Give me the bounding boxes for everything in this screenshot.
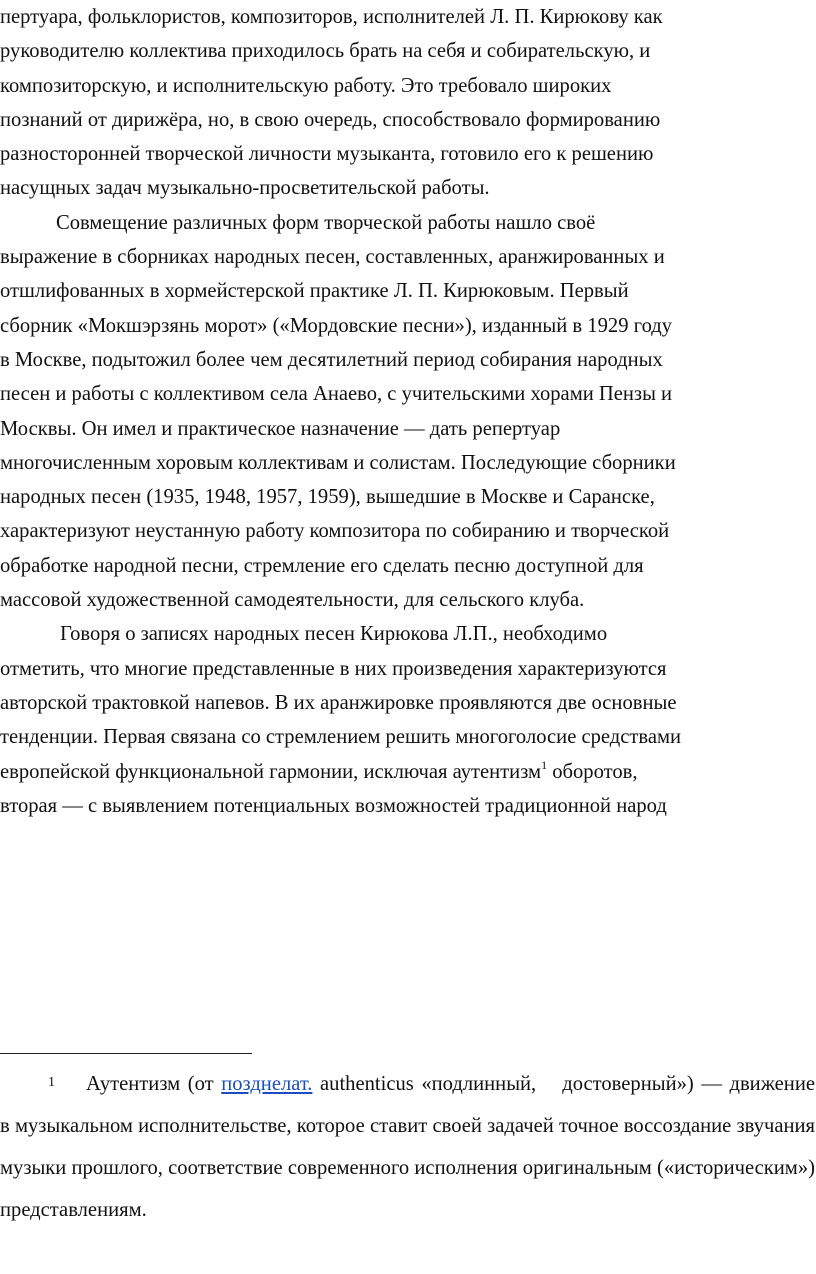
- text-line: отметить, что многие представленные в них произведения характеризуются: [0, 657, 667, 680]
- text-line: многочисленным хоровым коллективам и солистам. Последующие сборники: [0, 451, 676, 474]
- text-line: Говоря о записях народных песен Кирюкова Л.П., необходимо: [60, 623, 608, 646]
- footnote-separator: [0, 1053, 252, 1054]
- text-line: европейской функциональной гармонии, исключая аутентизм: [0, 760, 542, 783]
- footnote-reference[interactable]: 1: [541, 757, 548, 772]
- text-line: песен и работы с коллективом села Анаево, с учительскими хорами Пензы и: [0, 383, 673, 406]
- text-line: Совмещение различных форм творческой работы нашло своё: [56, 211, 596, 234]
- text-line: вторая — с выявлением потенциальных возможностей традиционной народ: [0, 794, 667, 817]
- text-line: насущных задач музыкально-просветительской работы.: [0, 177, 490, 200]
- paragraph-1: [0, 0, 812, 206]
- text-line: познаний от дирижёра, но, в свою очередь, способствовало формированию: [0, 108, 661, 131]
- text-line: Москвы. Он имел и практическое назначение — дать репертуар: [0, 417, 561, 440]
- text-line: разносторонней творческой личности музыканта, готовило его к решению: [0, 143, 654, 166]
- text-line: в Москве, подытожил более чем десятилетний период собирания народных: [0, 348, 663, 371]
- footnote-lead: Аутентизм (от: [86, 1073, 222, 1095]
- text-line: народных песен (1935, 1948, 1957, 1959), вышедшие в Москве и Саранске,: [0, 486, 655, 509]
- text-line: композиторскую, и исполнительскую работу. Это требовало широких: [0, 74, 612, 97]
- footnote-text: достоверный»): [562, 1073, 694, 1095]
- text-line: руководителю коллектива приходилось брать на себя и собирательскую, и: [0, 40, 651, 63]
- text-line: массовой художественной самодеятельности, для сельского клуба.: [0, 589, 585, 612]
- text-line: отшлифованных в хормейстерской практике Л. П. Кирюковым. Первый: [0, 280, 629, 303]
- text-line: оборотов,: [547, 760, 638, 783]
- text-line: тенденции. Первая связана со стремлением решить многоголосие средствами: [0, 726, 682, 749]
- text-line: выражение в сборниках народных песен, составленных, аранжированных и: [0, 246, 665, 269]
- footnote-link[interactable]: позднелат.: [221, 1073, 313, 1095]
- paragraph-3: [0, 617, 812, 823]
- footnote-mark: 1: [48, 1075, 55, 1090]
- footnote-text: — движение в музыкальном исполнительстве, которое ставит своей задачей точное воссоздание звучания музыки прошлого, соответствие современного исполнения оригинальным («историческим») представлениям.: [0, 1073, 815, 1221]
- text-line: авторской трактовкой напевов. В их аранжировке проявляются две основные: [0, 691, 677, 714]
- text-line: сборник «Мокшэрзянь морот» («Мордовские песни»), изданный в 1929 году: [0, 314, 673, 337]
- text-line: характеризуют неустанную работу композитора по собиранию и творческой: [0, 520, 670, 543]
- text-line: обработке народной песни, стремление его сделать песню доступной для: [0, 554, 644, 577]
- footnote-text: authenticus «подлинный,: [312, 1073, 537, 1095]
- text-line: пертуара, фольклористов, композиторов, исполнителей Л. П. Кирюкову как: [0, 6, 663, 28]
- footnote: [0, 1062, 815, 1231]
- paragraph-2: [0, 206, 812, 618]
